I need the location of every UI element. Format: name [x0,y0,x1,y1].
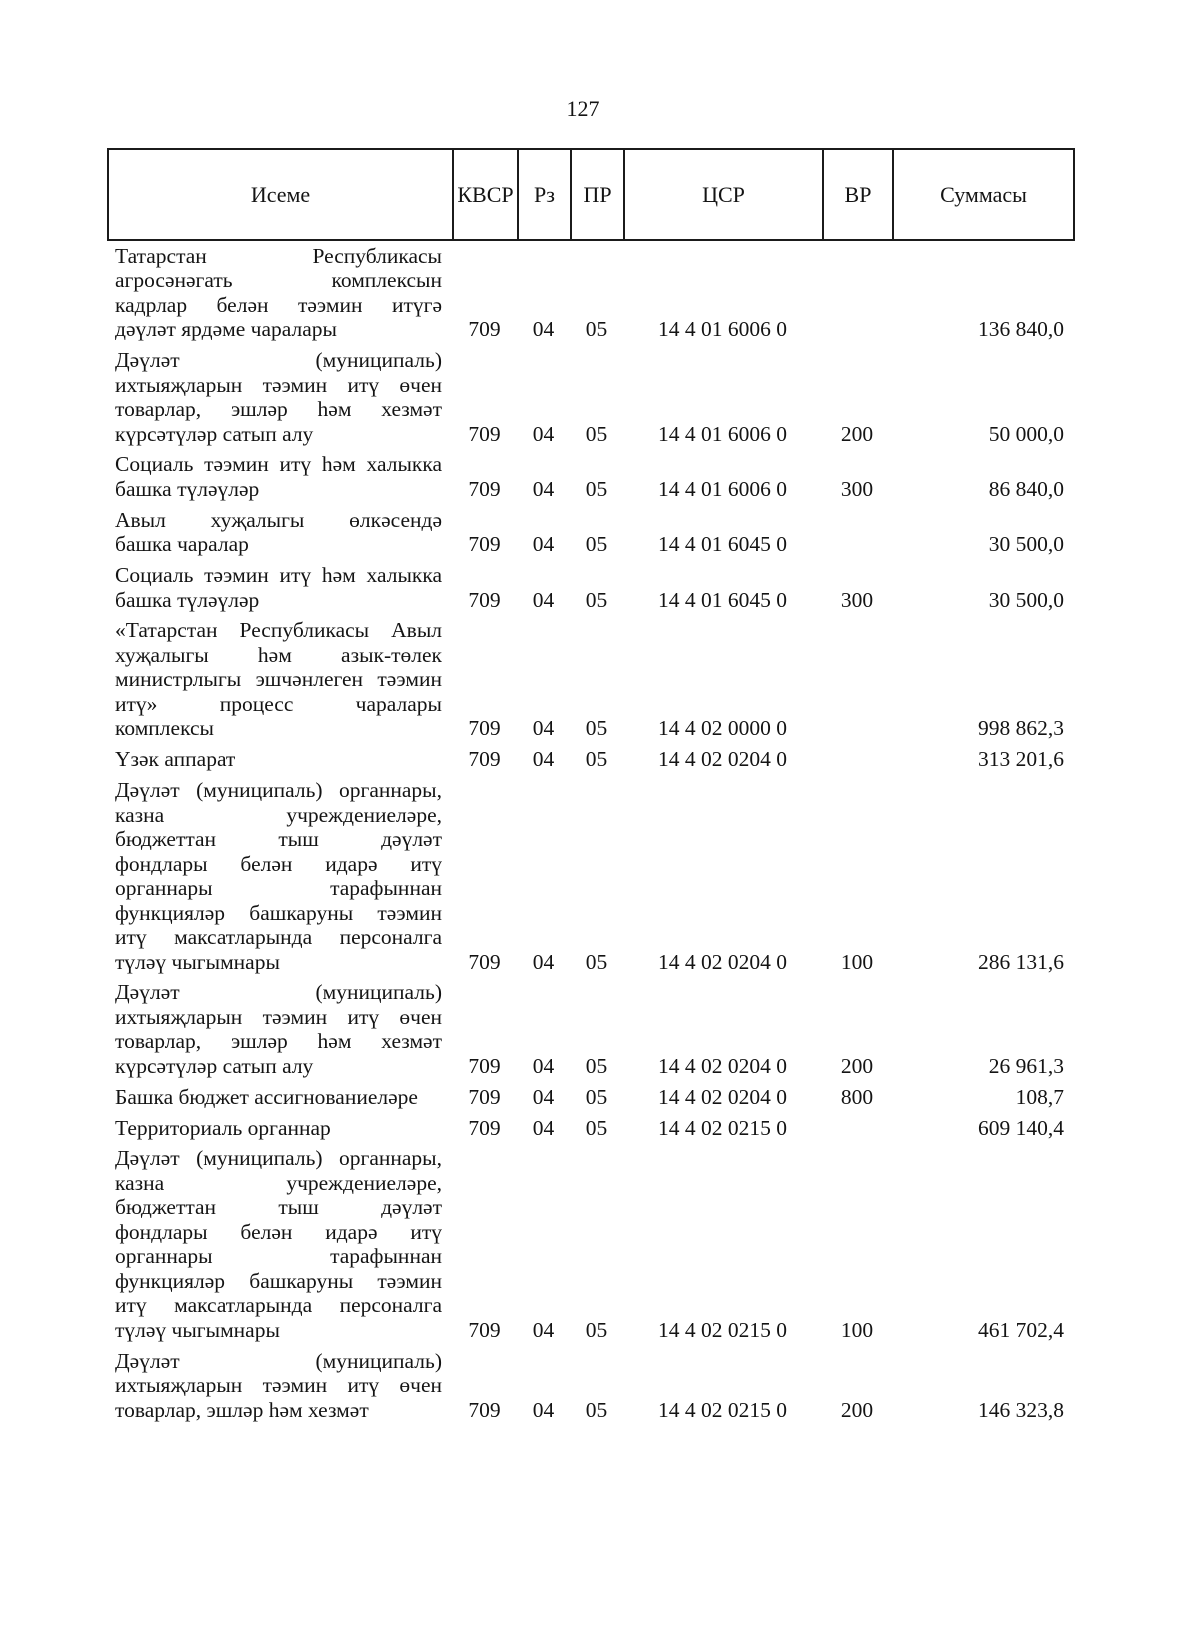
cell-rz: 04 [532,476,555,501]
cell-csr: 14 4 02 0204 0 [658,949,787,974]
table-row [107,446,1075,501]
row-name [107,1085,452,1110]
row-name-line: итү» процесс чаралары [115,691,442,716]
cell-sum: 146 323,8 [978,1397,1064,1422]
row-name-line: Дәүләт (муниципаль) [115,980,442,1005]
row-name-line: башка чаралар [115,532,249,557]
row-name-line: итү максатларында персоналга [115,1293,442,1318]
cell-kvsr: 709 [468,1084,501,1109]
row-name-line: Дәүләт (муниципаль) [115,348,442,373]
row-name-line: агросәнәгать комплексын [115,268,442,293]
row-name-line: органнары тарафыннан [115,876,442,901]
cell-pr: 05 [585,949,608,974]
cell-vr: 100 [840,949,874,974]
cell-csr: 14 4 02 0204 0 [658,1084,787,1109]
header-vr: ВР [822,150,892,239]
row-name [107,452,452,501]
row-name [107,778,452,974]
row-name-line: товарлар, эшләр һәм хезмәт [115,1029,442,1054]
table-row [107,772,1075,974]
row-name-line: итү максатларында персоналга [115,925,442,950]
row-name-line: түләү чыгымнары [115,949,280,974]
cell-rz: 04 [532,1317,555,1342]
row-name-line: Социаль тәэмин итү һәм халыкка [115,452,442,477]
cell-pr: 05 [585,421,608,446]
row-name-line: Дәүләт (муниципаль) органнары, [115,778,442,803]
cell-vr: 200 [840,1053,874,1078]
cell-kvsr: 709 [468,747,501,772]
cell-rz: 04 [532,1053,555,1078]
table-header [107,148,1075,241]
cell-kvsr: 709 [468,1397,501,1422]
cell-rz: 04 [532,317,555,342]
cell-pr: 05 [585,532,608,557]
cell-rz: 04 [532,421,555,446]
table-row [107,1342,1075,1422]
cell-vr: 200 [840,421,874,446]
cell-csr: 14 4 01 6045 0 [658,587,787,612]
row-name-line: функцияләр башкаруны тәэмин [115,1268,442,1293]
row-name [107,1116,452,1141]
table-row [107,1140,1075,1342]
row-name [107,1146,452,1342]
cell-sum: 998 862,3 [978,716,1064,741]
row-name-line: бюджеттан тыш дәүләт [115,1195,442,1220]
table-row [107,741,1075,772]
table-row [107,557,1075,612]
cell-csr: 14 4 02 0000 0 [658,716,787,741]
cell-vr: 300 [840,587,874,612]
cell-rz: 04 [532,1115,555,1140]
cell-csr: 14 4 01 6006 0 [658,317,787,342]
cell-vr: 800 [840,1084,874,1109]
header-csr: ЦСР [623,150,822,239]
cell-csr: 14 4 02 0204 0 [658,1053,787,1078]
row-name-line: органнары тарафыннан [115,1244,442,1269]
row-name-line: «Татарстан Республикасы Авыл [115,618,442,643]
cell-kvsr: 709 [468,317,501,342]
row-name-line: башка түләүләр [115,476,260,501]
table-row [107,501,1075,556]
cell-pr: 05 [585,476,608,501]
cell-csr: 14 4 01 6045 0 [658,532,787,557]
cell-csr: 14 4 02 0204 0 [658,747,787,772]
cell-kvsr: 709 [468,716,501,741]
row-name-line: күрсәтүләр сатып алу [115,421,314,446]
table-row [107,1109,1075,1140]
cell-pr: 05 [585,587,608,612]
cell-kvsr: 709 [468,421,501,446]
cell-sum: 108,7 [1015,1084,1064,1109]
row-name-line: казна учреждениеләре, [115,1170,442,1195]
header-kvsr: КВСР [452,150,517,239]
header-name: Исеме [250,181,311,207]
page-number: 127 [566,96,600,121]
cell-sum: 50 000,0 [988,421,1064,446]
cell-sum: 26 961,3 [988,1053,1064,1078]
row-name [107,563,452,612]
row-name-line: казна учреждениеләре, [115,802,442,827]
row-name-line: хуҗалыгы һәм азык-төлек [115,642,442,667]
table-row [107,974,1075,1078]
cell-vr: 100 [840,1317,874,1342]
row-name [107,618,452,741]
cell-sum: 313 201,6 [978,747,1064,772]
cell-kvsr: 709 [468,1053,501,1078]
cell-rz: 04 [532,532,555,557]
cell-kvsr: 709 [468,1317,501,1342]
row-name-line: товарлар, эшләр һәм хезмәт [115,1397,369,1422]
cell-csr: 14 4 02 0215 0 [658,1317,787,1342]
row-name-line: ихтыяҗларын тәэмин итү өчен [115,1373,442,1398]
cell-pr: 05 [585,1397,608,1422]
row-name-line: ихтыяҗларын тәэмин итү өчен [115,372,442,397]
cell-kvsr: 709 [468,532,501,557]
row-name-line: ихтыяҗларын тәэмин итү өчен [115,1004,442,1029]
cell-sum: 609 140,4 [978,1115,1064,1140]
row-name [107,747,452,772]
cell-pr: 05 [585,1317,608,1342]
row-name-line: бюджеттан тыш дәүләт [115,827,442,852]
table-row [107,1078,1075,1109]
cell-sum: 86 840,0 [988,476,1064,501]
cell-pr: 05 [585,1084,608,1109]
cell-pr: 05 [585,747,608,772]
row-name-line: комплексы [115,716,214,741]
row-name-line: товарлар, эшләр һәм хезмәт [115,397,442,422]
row-name-line: функцияләр башкаруны тәэмин [115,900,442,925]
header-rz: Рз [517,150,570,239]
row-name [107,1349,452,1423]
header-sum: Суммасы [892,150,1073,239]
cell-vr: 200 [840,1397,874,1422]
row-name-line: күрсәтүләр сатып алу [115,1053,314,1078]
cell-csr: 14 4 01 6006 0 [658,476,787,501]
cell-rz: 04 [532,1397,555,1422]
row-name-line: Татарстан Республикасы [115,243,442,268]
table-row [107,237,1075,341]
row-name [107,508,452,557]
row-name-line: фондлары белән идарә итү [115,851,442,876]
cell-pr: 05 [585,1053,608,1078]
cell-sum: 30 500,0 [988,532,1064,557]
cell-pr: 05 [585,716,608,741]
cell-csr: 14 4 02 0215 0 [658,1397,787,1422]
row-name [107,244,452,342]
cell-pr: 05 [585,1115,608,1140]
row-name-line: Башка бюджет ассигнованиеләре [115,1084,418,1109]
row-name-line: Үзәк аппарат [115,747,236,772]
cell-rz: 04 [532,949,555,974]
cell-kvsr: 709 [468,476,501,501]
cell-rz: 04 [532,747,555,772]
row-name-line: фондлары белән идарә итү [115,1219,442,1244]
row-name-line: башка түләүләр [115,587,260,612]
row-name-line: Авыл хуҗалыгы өлкәсендә [115,507,442,532]
cell-rz: 04 [532,587,555,612]
cell-vr: 300 [840,476,874,501]
table-row [107,342,1075,446]
row-name-line: министрлыгы эшчәнлеген тәэмин [115,667,442,692]
cell-sum: 461 702,4 [978,1317,1064,1342]
cell-csr: 14 4 01 6006 0 [658,421,787,446]
cell-rz: 04 [532,716,555,741]
row-name-line: түләү чыгымнары [115,1317,280,1342]
cell-csr: 14 4 02 0215 0 [658,1115,787,1140]
cell-kvsr: 709 [468,1115,501,1140]
row-name-line: Дәүләт (муниципаль) органнары, [115,1146,442,1171]
row-name-line: Социаль тәэмин итү һәм халыкка [115,563,442,588]
cell-sum: 30 500,0 [988,587,1064,612]
row-name [107,980,452,1078]
cell-rz: 04 [532,1084,555,1109]
header-pr: ПР [570,150,623,239]
row-name [107,348,452,446]
table-body [107,237,1075,1422]
row-name-line: кадрлар белән тәэмин итүгә [115,292,442,317]
cell-sum: 286 131,6 [978,949,1064,974]
table-row [107,612,1075,741]
cell-pr: 05 [585,317,608,342]
row-name-line: Территориаль органнар [115,1115,331,1140]
cell-kvsr: 709 [468,587,501,612]
row-name-line: Дәүләт (муниципаль) [115,1348,442,1373]
cell-kvsr: 709 [468,949,501,974]
row-name-line: дәүләт ярдәме чаралары [115,317,337,342]
cell-sum: 136 840,0 [978,317,1064,342]
